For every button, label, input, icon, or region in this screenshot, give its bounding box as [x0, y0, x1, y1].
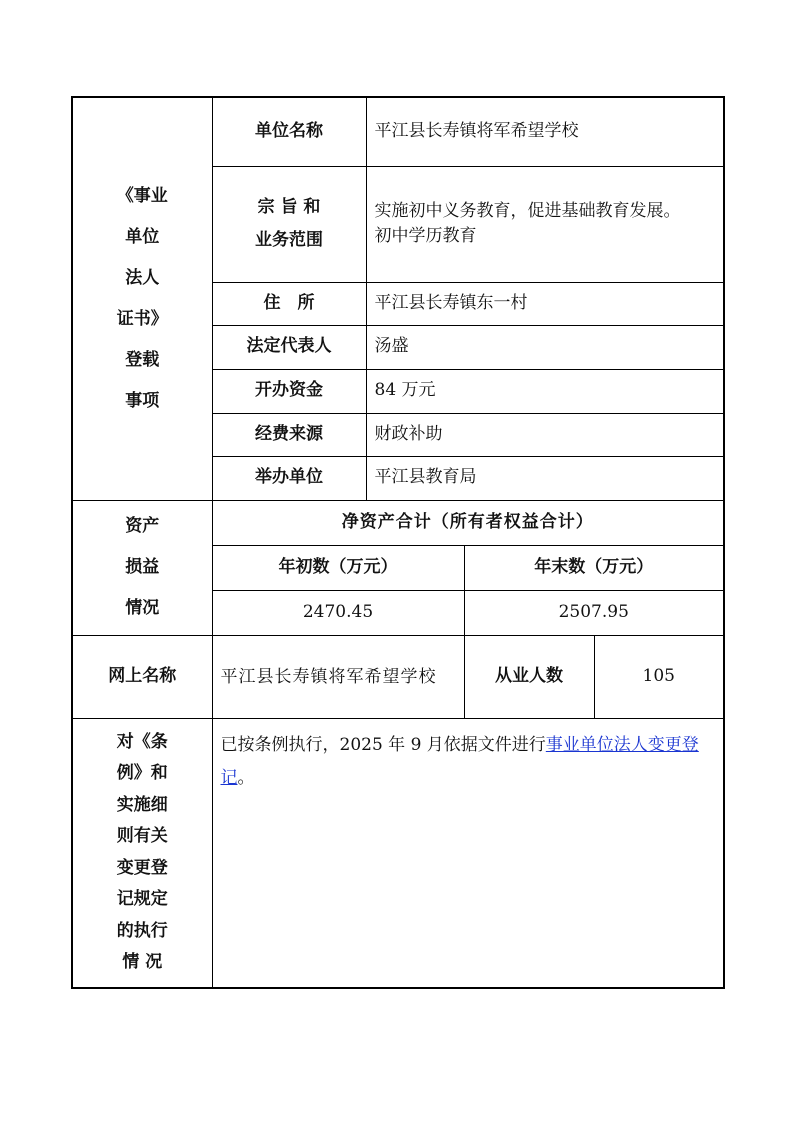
certificate-label-line: 登载 — [125, 349, 160, 370]
purpose-label-line: 宗 旨 和 — [257, 196, 321, 217]
purpose-scope-label — [212, 166, 366, 282]
ending-amount-value: 2507.95 — [464, 590, 724, 635]
execution-label-line: 对《条 — [116, 731, 168, 752]
execution-text-after: 。 — [237, 767, 255, 788]
execution-label-line: 的执行 — [116, 920, 168, 941]
change-registration-link[interactable]: 事业单位法人变更登记 — [220, 734, 699, 788]
execution-label-line: 实施细 — [116, 794, 168, 815]
certificate-label-line: 《事业 — [116, 185, 168, 206]
capital-value: 84 万元 — [366, 369, 724, 413]
execution-label-line: 记规定 — [116, 889, 168, 909]
net-assets-header: 净资产合计（所有者权益合计） — [212, 500, 724, 545]
web-name-value: 平江县长寿镇将军希望学校 — [212, 635, 464, 718]
assets-section-label — [72, 500, 212, 635]
execution-section-label — [72, 718, 212, 988]
execution-label-line: 情 况 — [122, 952, 163, 972]
purpose-value-line: 初中学历教育 — [374, 226, 477, 246]
sponsor-value: 平江县教育局 — [366, 456, 724, 500]
execution-label-line: 则有关 — [116, 826, 168, 846]
beginning-amount-value: 2470.45 — [212, 590, 464, 635]
assets-label-line: 损益 — [125, 557, 160, 577]
certificate-label-line: 事项 — [125, 390, 160, 411]
certificate-label-line: 单位 — [125, 226, 160, 247]
address-value: 平江县长寿镇东一村 — [366, 282, 724, 325]
execution-status-text — [212, 718, 724, 988]
execution-label-line: 变更登 — [116, 857, 168, 878]
purpose-value-line: 实施初中义务教育，促进基础教育发展。 — [374, 200, 681, 221]
execution-text-before: 已按条例执行，2025 年 9 月依据文件进行 — [220, 734, 546, 755]
certificate-section-label — [72, 97, 212, 500]
certificate-label-line: 法人 — [125, 267, 160, 288]
execution-label-line: 例》和 — [116, 763, 168, 783]
staff-count-value: 105 — [594, 635, 724, 718]
legal-representative-value: 汤盛 — [366, 325, 724, 369]
assets-label-line: 资产 — [125, 516, 160, 536]
capital-label: 开办资金 — [212, 369, 366, 413]
purpose-scope-value — [366, 166, 724, 282]
beginning-amount-header: 年初数（万元） — [212, 545, 464, 590]
address-label: 住 所 — [212, 282, 366, 325]
ending-amount-header: 年末数（万元） — [464, 545, 724, 590]
funding-source-label: 经费来源 — [212, 413, 366, 456]
funding-source-value: 财政补助 — [366, 413, 724, 456]
registration-form-table — [71, 96, 725, 989]
web-name-label: 网上名称 — [72, 635, 212, 718]
sponsor-label: 举办单位 — [212, 456, 366, 500]
staff-count-label: 从业人数 — [464, 635, 594, 718]
assets-label-line: 情况 — [125, 598, 160, 618]
purpose-label-line: 业务范围 — [255, 230, 323, 250]
unit-name-label: 单位名称 — [212, 97, 366, 166]
certificate-label-line: 证书》 — [116, 308, 168, 329]
legal-representative-label: 法定代表人 — [212, 325, 366, 369]
unit-name-value: 平江县长寿镇将军希望学校 — [366, 97, 724, 166]
